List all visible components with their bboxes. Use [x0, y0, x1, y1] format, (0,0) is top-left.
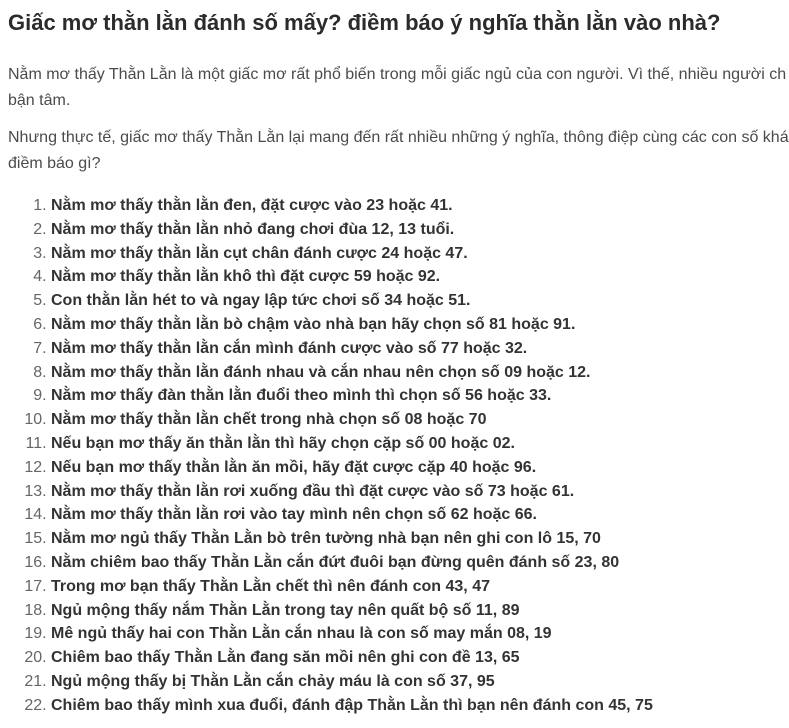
list-item: 15. Nằm mơ ngủ thấy Thằn Lằn bò trên tường nhà bạn nên ghi con lô 15, 70: [51, 527, 789, 551]
intro-paragraph-2-line-1: Nhưng thực tế, giấc mơ thấy Thằn Lằn lại mang đến rất nhiều những ý nghĩa, thông điệp cùng các con số khá: [8, 129, 789, 146]
list-item: 18. Ngủ mộng thấy nắm Thằn Lằn trong tay nên quất bộ số 11, 89: [51, 599, 789, 623]
list-item: 17. Trong mơ bạn thấy Thằn Lằn chết thì nên đánh con 43, 47: [51, 575, 789, 599]
intro-paragraph-2: [8, 125, 789, 177]
list-item: 3. Nằm mơ thấy thằn lằn cụt chân đánh cược 24 hoặc 47.: [51, 242, 789, 266]
list-item: 6. Nằm mơ thấy thằn lằn bò chậm vào nhà bạn hãy chọn số 81 hoặc 91.: [51, 313, 789, 337]
list-item: 19. Mê ngủ thấy hai con Thằn Lằn cắn nhau là con số may mắn 08, 19: [51, 622, 789, 646]
dream-number-list: [8, 194, 789, 718]
article-content: [0, 8, 789, 718]
list-item: 12. Nếu bạn mơ thấy thằn lằn ăn mồi, hãy đặt cược cặp 40 hoặc 96.: [51, 456, 789, 480]
list-item: 22. Chiêm bao thấy mình xua đuổi, đánh đập Thằn Lằn thì bạn nên đánh con 45, 75: [51, 694, 789, 718]
list-item: 9. Nằm mơ thấy đàn thằn lằn đuổi theo mình thì chọn số 56 hoặc 33.: [51, 384, 789, 408]
list-item: 2. Nằm mơ thấy thằn lằn nhỏ đang chơi đùa 12, 13 tuổi.: [51, 218, 789, 242]
list-item: 11. Nếu bạn mơ thấy ăn thằn lằn thì hãy chọn cặp số 00 hoặc 02.: [51, 432, 789, 456]
list-item: 5. Con thằn lằn hét to và ngay lập tức chơi số 34 hoặc 51.: [51, 289, 789, 313]
intro-paragraph-1: [8, 62, 789, 114]
list-item: 16. Nằm chiêm bao thấy Thằn Lằn cắn đứt đuôi bạn đừng quên đánh số 23, 80: [51, 551, 789, 575]
intro-paragraph-1-line-1: Nằm mơ thấy Thằn Lằn là một giấc mơ rất phổ biến trong mỗi giấc ngủ của con người. Vì thế, nhiều người ch: [8, 66, 787, 83]
list-item: 13. Nằm mơ thấy thằn lằn rơi xuống đầu thì đặt cược vào số 73 hoặc 61.: [51, 480, 789, 504]
intro-paragraph-1-line-2: bận tâm.: [8, 92, 71, 109]
intro-paragraph-2-line-2: điềm báo gì?: [8, 155, 101, 172]
list-item: 14. Nằm mơ thấy thằn lằn rơi vào tay mình nên chọn số 62 hoặc 66.: [51, 503, 789, 527]
list-item: 10. Nằm mơ thấy thằn lằn chết trong nhà chọn số 08 hoặc 70: [51, 408, 789, 432]
page-title: Giấc mơ thằn lằn đánh số mấy? điềm báo ý nghĩa thằn lằn vào nhà?: [8, 10, 721, 35]
list-item: 8. Nằm mơ thấy thằn lằn đánh nhau và cắn nhau nên chọn số 09 hoặc 12.: [51, 361, 789, 385]
list-item: 21. Ngủ mộng thấy bị Thằn Lằn cắn chảy máu là con số 37, 95: [51, 670, 789, 694]
list-item: 20. Chiêm bao thấy Thằn Lằn đang săn mồi nên ghi con đề 13, 65: [51, 646, 789, 670]
list-item: 7. Nằm mơ thấy thằn lằn cắn mình đánh cược vào số 77 hoặc 32.: [51, 337, 789, 361]
list-item: 4. Nằm mơ thấy thằn lằn khô thì đặt cược 59 hoặc 92.: [51, 265, 789, 289]
list-item: 1. Nằm mơ thấy thằn lằn đen, đặt cược vào 23 hoặc 41.: [51, 194, 789, 218]
